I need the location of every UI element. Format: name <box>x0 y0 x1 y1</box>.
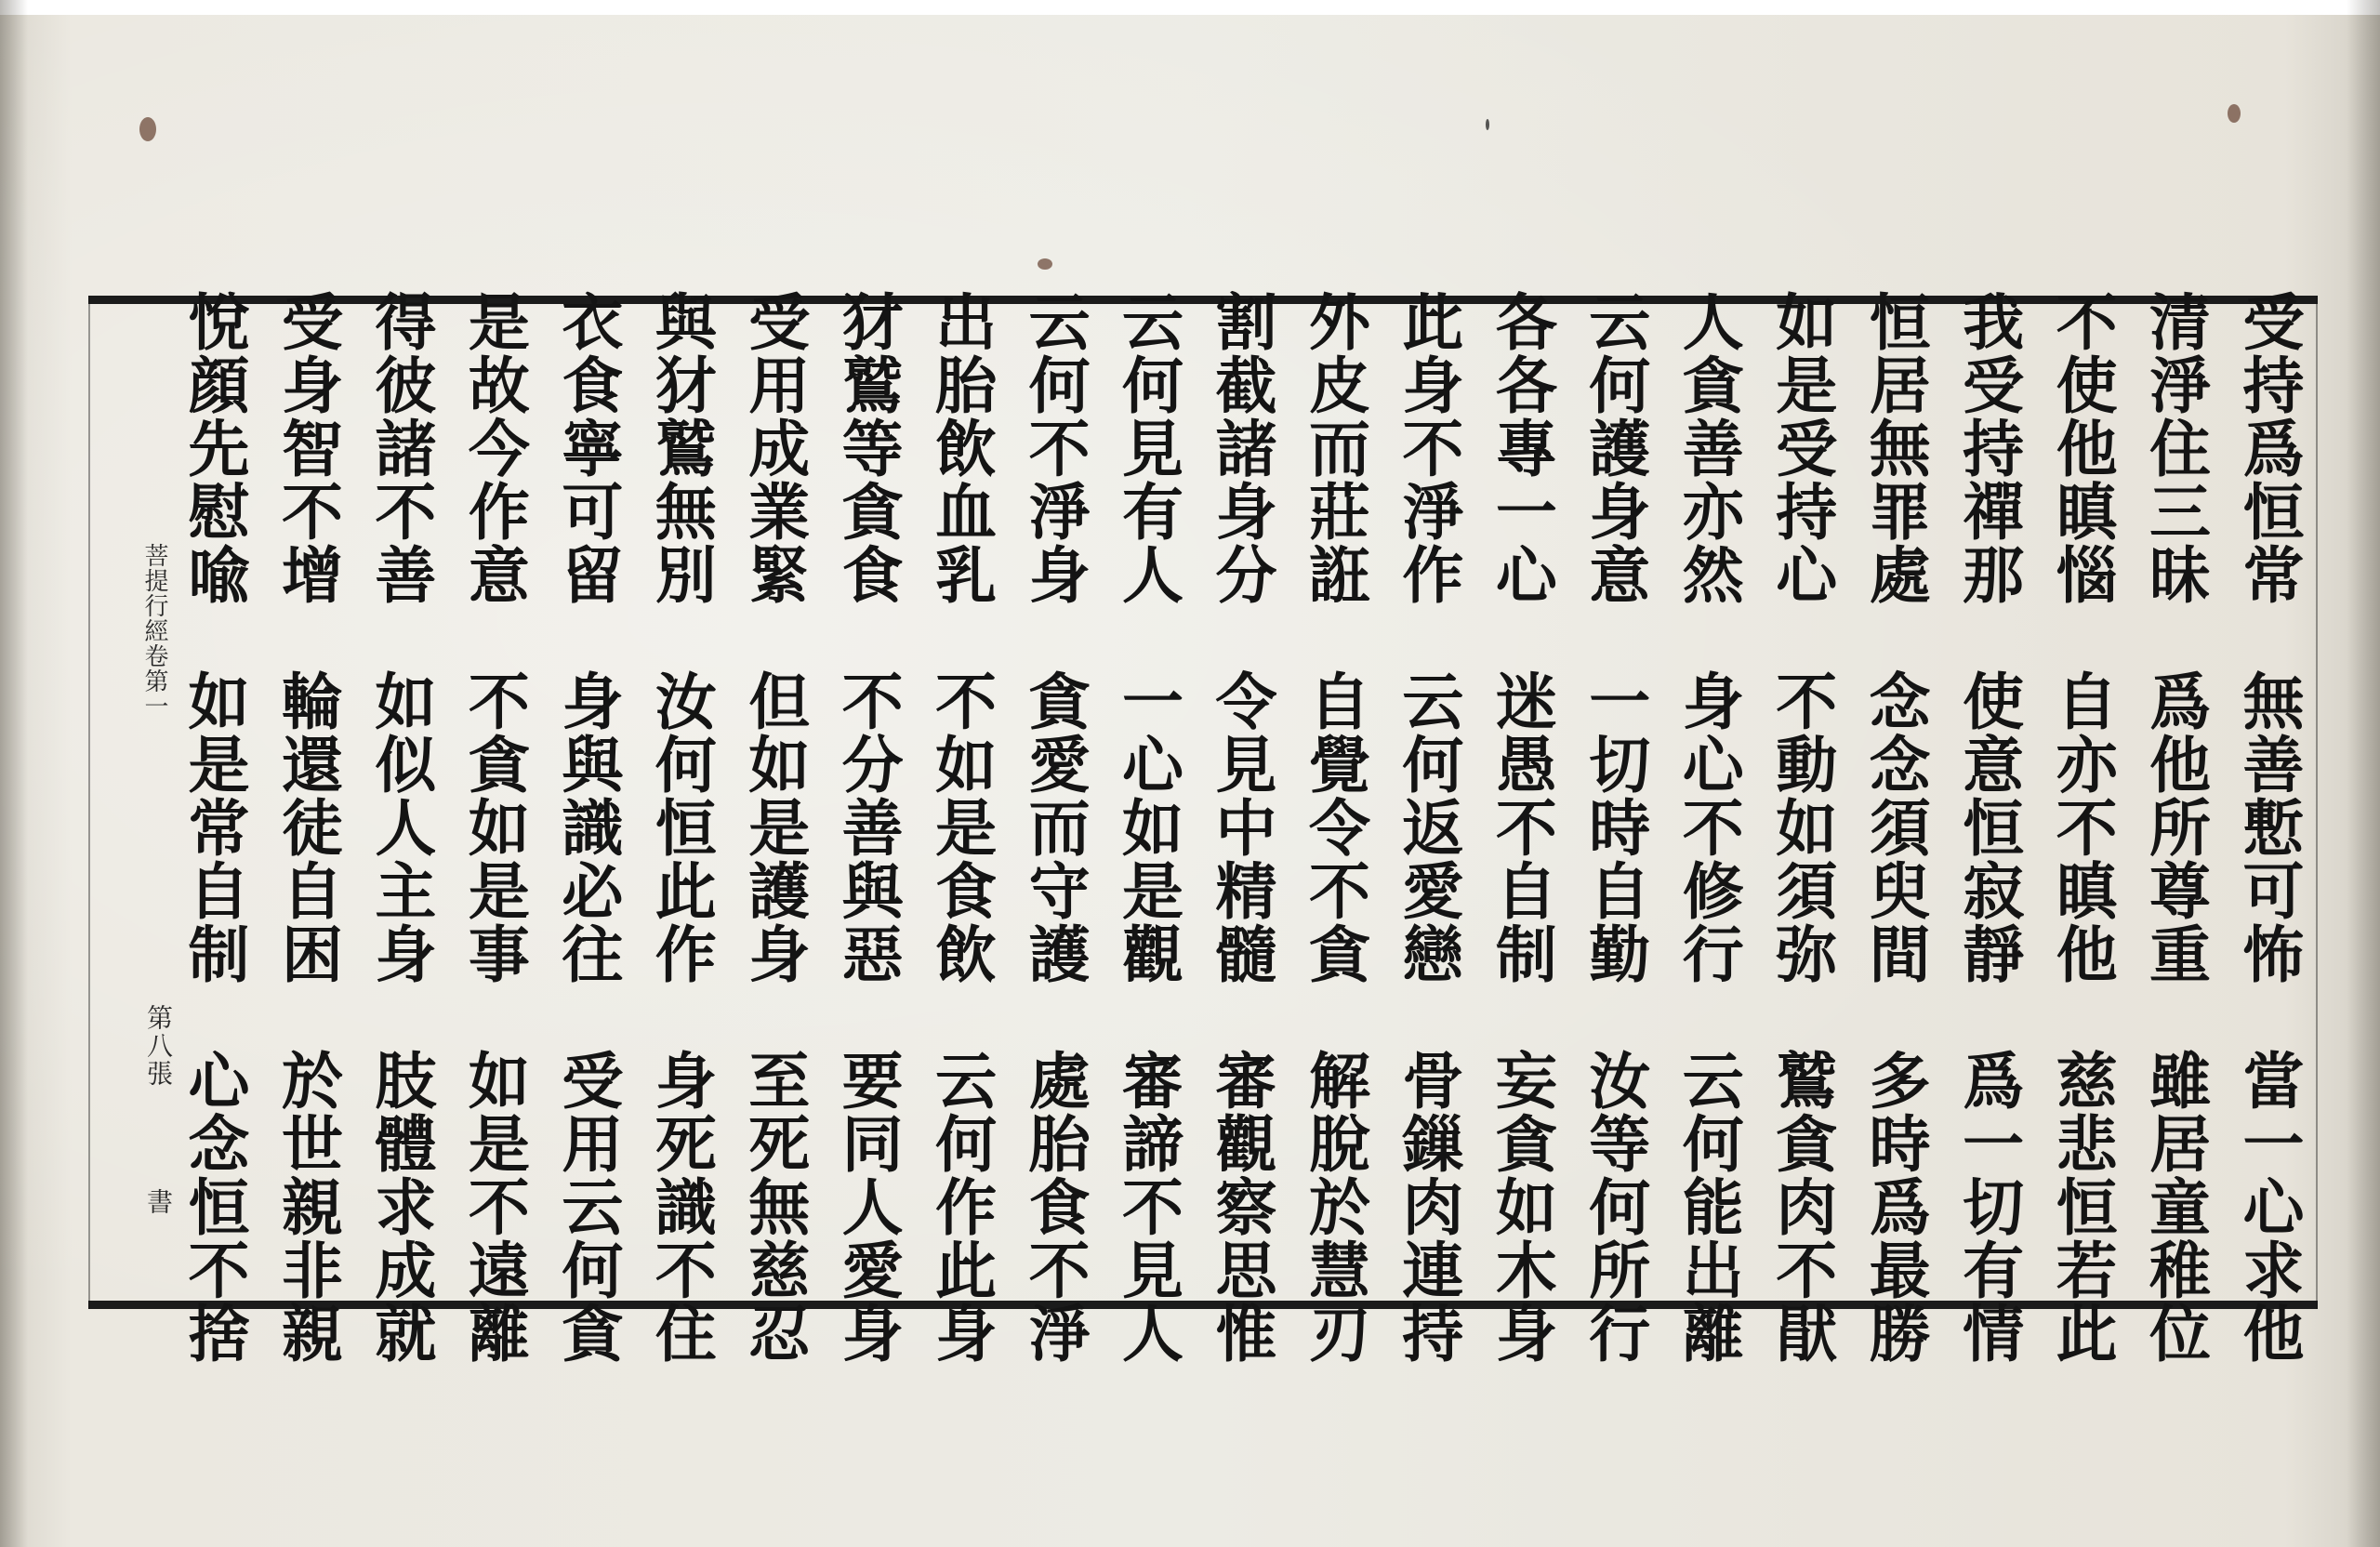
ink-stain <box>2228 104 2241 123</box>
frame-left-rule <box>88 296 90 1309</box>
verse-column-15: 出胎飲血乳 不如是食飲 云何作此身 <box>924 290 998 1365</box>
verse-column-14: 云何不淨身 貪愛而守護 處胎食不淨 <box>1018 290 1091 1365</box>
verse-column-1: 受持爲恒常 無善慙可怖 當一心求他 <box>2231 290 2305 1365</box>
page-right-edge <box>2347 0 2380 1547</box>
page-top-edge <box>0 0 2380 15</box>
verse-column-3: 不使他瞋惱 自亦不瞋他 慈悲恒若此 <box>2045 290 2119 1365</box>
verse-column-23: 悅顔先慰喩 如是常自制 心念恒不捨 <box>178 290 250 1365</box>
verse-column-7: 人貪善亦然 身心不修行 云何能出離 <box>1672 290 1745 1365</box>
ink-stain <box>1038 258 1052 270</box>
verse-column-19: 衣食寧可留 身與識必往 受用云何貪 <box>550 290 624 1365</box>
verse-column-13: 云何見有人 一心如是觀 審諦不見人 <box>1111 290 1184 1365</box>
verse-column-20: 是故今作意 不貪如是事 如是不遠離 <box>457 290 531 1365</box>
verse-column-9: 各各專一心 迷愚不自制 妄貪如木身 <box>1485 290 1558 1365</box>
ink-stain <box>1486 119 1489 130</box>
verse-column-18: 與犲鷲無別 汝何恒此作 身死識不住 <box>644 290 718 1365</box>
verse-column-11: 外皮而莊誑 自覺令不貪 解脫於慧刃 <box>1298 290 1371 1365</box>
verse-column-10: 此身不淨作 云何返愛戀 骨鏁肉連持 <box>1391 290 1464 1365</box>
scribe-mark: 書 <box>143 1188 174 1214</box>
verse-column-2: 清淨住三昧 爲他所尊重 雖居童稚位 <box>2138 290 2212 1365</box>
verse-column-6: 如是受持心 不動如須弥 鷲貪肉不猒 <box>1765 290 1838 1365</box>
margin-title: 菩提行經卷第一 <box>140 543 168 719</box>
verse-columns <box>172 290 2310 1365</box>
verse-column-8: 云何護身意 一切時自勤 汝等何所行 <box>1578 290 1651 1365</box>
ink-stain <box>139 117 156 141</box>
verse-column-17: 受用成業緊 但如是護身 至死無慈忍 <box>737 290 811 1365</box>
spine-shadow <box>0 0 28 1547</box>
verse-column-5: 恒居無罪處 念念須臾間 多時爲最勝 <box>1858 290 1932 1365</box>
page-number: 第八張 <box>143 1004 174 1088</box>
verse-column-4: 我受持禪那 使意恒寂靜 爲一切有情 <box>1951 290 2025 1365</box>
verse-column-21: 得彼諸不善 如似人主身 肢體求成就 <box>364 290 437 1365</box>
verse-column-22: 受身智不增 輪還徒自困 於世親非親 <box>271 290 344 1365</box>
frame-right-rule <box>2316 296 2318 1309</box>
verse-column-16: 犲鷲等貪食 不分善與惡 要同人愛身 <box>831 290 905 1365</box>
verse-column-12: 割截諸身分 令見中精髓 審觀察思惟 <box>1204 290 1277 1365</box>
